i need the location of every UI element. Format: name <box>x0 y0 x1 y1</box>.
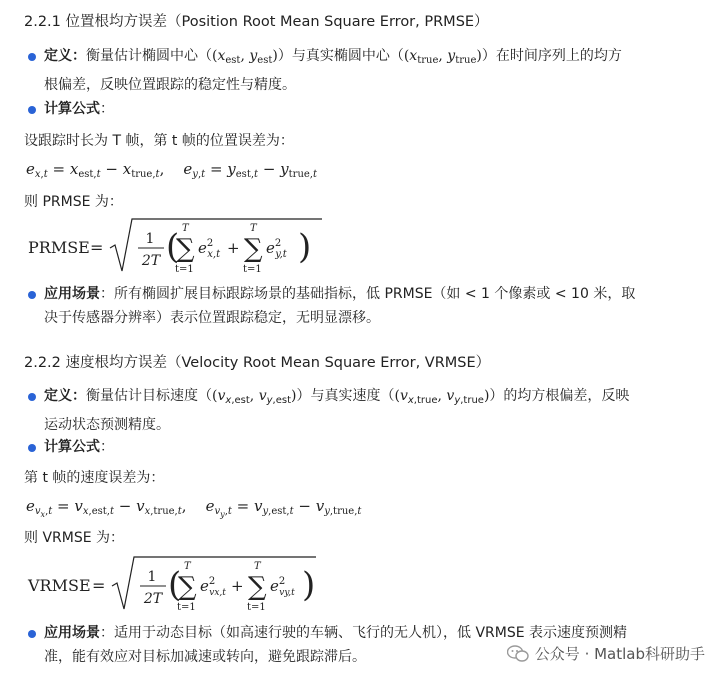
sum-lower-limit: t=1 <box>243 264 262 275</box>
math-true-center: ($x_{true}$, $y_{true}$) <box>403 48 482 66</box>
prmse-then: 则 PRMSE 为： <box>24 194 123 210</box>
velocity-error-equation: $e_{v_x,t} = v_{x,est,t} - v_{x,true,t}$, $e_{v_y,t} = v_{y,est,t} - v_{y,true,t}$ <box>26 497 362 519</box>
sum-upper-limit: T <box>250 223 257 234</box>
definition-text: 运动状态预测精度。 <box>44 417 170 433</box>
sum-upper-limit: T <box>254 561 261 572</box>
prmse-definition <box>44 44 694 97</box>
application-text: 决于传感器分辨率）表示位置跟踪稳定，无明显漂移。 <box>44 310 380 326</box>
plus-sign: + <box>231 577 244 595</box>
plus-sign: + <box>227 239 240 257</box>
math-est-center: ($x_{est}$, $y_{est}$) <box>212 48 278 66</box>
definition-text: ）的均方根偏差，反映 <box>489 388 630 404</box>
bullet-dot <box>28 53 36 61</box>
math-true-velocity: ($v_{x,true}$, $v_{y,true}$) <box>394 388 490 406</box>
ey-term: $e^2$ y,t <box>266 238 287 260</box>
vrmse-formula <box>26 553 326 615</box>
application-text: ：适用于动态目标（如高速行驶的车辆、飞行的无人机），低 VRMSE 表示速度预测精 <box>100 625 628 641</box>
metric-name: PRMSE <box>28 238 90 257</box>
prmse-intro <box>24 130 294 150</box>
vrmse-intro: 第 t 帧的速度误差为： <box>24 470 165 486</box>
sum-symbol: ∑ <box>176 234 195 264</box>
definition-text: 衡量估计目标速度（ <box>86 388 212 404</box>
section-heading-vrmse: 2.2.2 速度根均方误差（Velocity Root Mean Square Error, VRMSE） <box>24 355 491 371</box>
application-label: 应用场景 <box>44 625 100 641</box>
definition-text: 根偏差，反映位置跟踪的稳定性与精度。 <box>44 77 296 93</box>
wechat-icon <box>507 645 529 663</box>
sum-lower-limit: t=1 <box>247 602 266 613</box>
definition-text: 衡量估计椭圆中心（ <box>86 48 212 64</box>
right-paren: ) <box>298 227 312 267</box>
section-heading-prmse: 2.2.1 位置根均方误差（Position Root Mean Square Error, PRMSE） <box>24 14 489 30</box>
formula-label-line <box>44 97 694 121</box>
bullet-dot <box>28 106 36 114</box>
colon: ： <box>100 101 114 117</box>
formula-label-line <box>44 435 694 459</box>
bullet-dot <box>28 393 36 401</box>
sum-lower-limit: t=1 <box>175 264 194 275</box>
vrmse-definition <box>44 384 694 437</box>
definition-label: 定义： <box>44 388 86 404</box>
definition-label: 定义： <box>44 48 86 64</box>
math-est-velocity: ($v_{x,est}$, $v_{y,est}$) <box>212 388 297 406</box>
sum-symbol: ∑ <box>248 572 267 602</box>
vrmse-then: 则 VRMSE 为： <box>24 530 125 546</box>
fraction-denominator: 2T <box>143 591 163 607</box>
bullet-dot <box>28 291 36 299</box>
sum-lower-limit: t=1 <box>177 602 196 613</box>
watermark <box>507 643 705 664</box>
sum-upper-limit: T <box>182 223 189 234</box>
prmse-formula <box>26 215 326 277</box>
formula-label: 计算公式 <box>44 101 100 117</box>
metric-name: VRMSE <box>28 576 91 595</box>
sum-symbol: ∑ <box>244 234 263 264</box>
fraction-numerator: 1 <box>145 231 155 247</box>
equals-sign: = <box>92 576 106 595</box>
right-paren: ) <box>302 565 316 605</box>
position-error-equation: $e_{x,t} = x_{est,t} - x_{true,t}$, $e_{y,t} = y_{est,t} - y_{true,t}$ <box>26 160 318 180</box>
fraction-numerator: 1 <box>147 569 157 585</box>
application-text: 准，能有效应对目标加减速或转向，避免跟踪滞后。 <box>44 649 366 665</box>
left-paren: ( <box>166 227 180 267</box>
ex-term: $e^2$ x,t <box>198 238 221 260</box>
application-text: ：所有椭圆扩展目标跟踪场景的基础指标，低 PRMSE（如 < 1 个像素或 < 10 米，取 <box>100 286 636 302</box>
intro-text: 设跟踪时长为 T 帧，第 t 帧的位置误差为： <box>24 133 294 149</box>
definition-text: ）与真实椭圆中心（ <box>277 48 404 64</box>
prmse-application <box>44 282 694 330</box>
sum-symbol: ∑ <box>178 572 197 602</box>
definition-text: ）在时间序列上的均方 <box>481 48 622 64</box>
formula-label: 计算公式 <box>44 439 100 455</box>
watermark-text: 公众号 · Matlab科研助手 <box>534 645 705 663</box>
bullet-dot <box>28 630 36 638</box>
fraction-denominator: 2T <box>141 253 161 269</box>
definition-text: ）与真实速度（ <box>296 388 395 404</box>
bullet-dot <box>28 444 36 452</box>
application-label: 应用场景 <box>44 286 100 302</box>
sum-upper-limit: T <box>184 561 191 572</box>
left-paren: ( <box>168 565 182 605</box>
colon: ： <box>100 439 114 455</box>
equals-sign: = <box>90 238 104 257</box>
evx-term: $e^2$ vx,t <box>200 576 226 598</box>
evy-term: $e^2$ vy,t <box>270 576 295 598</box>
